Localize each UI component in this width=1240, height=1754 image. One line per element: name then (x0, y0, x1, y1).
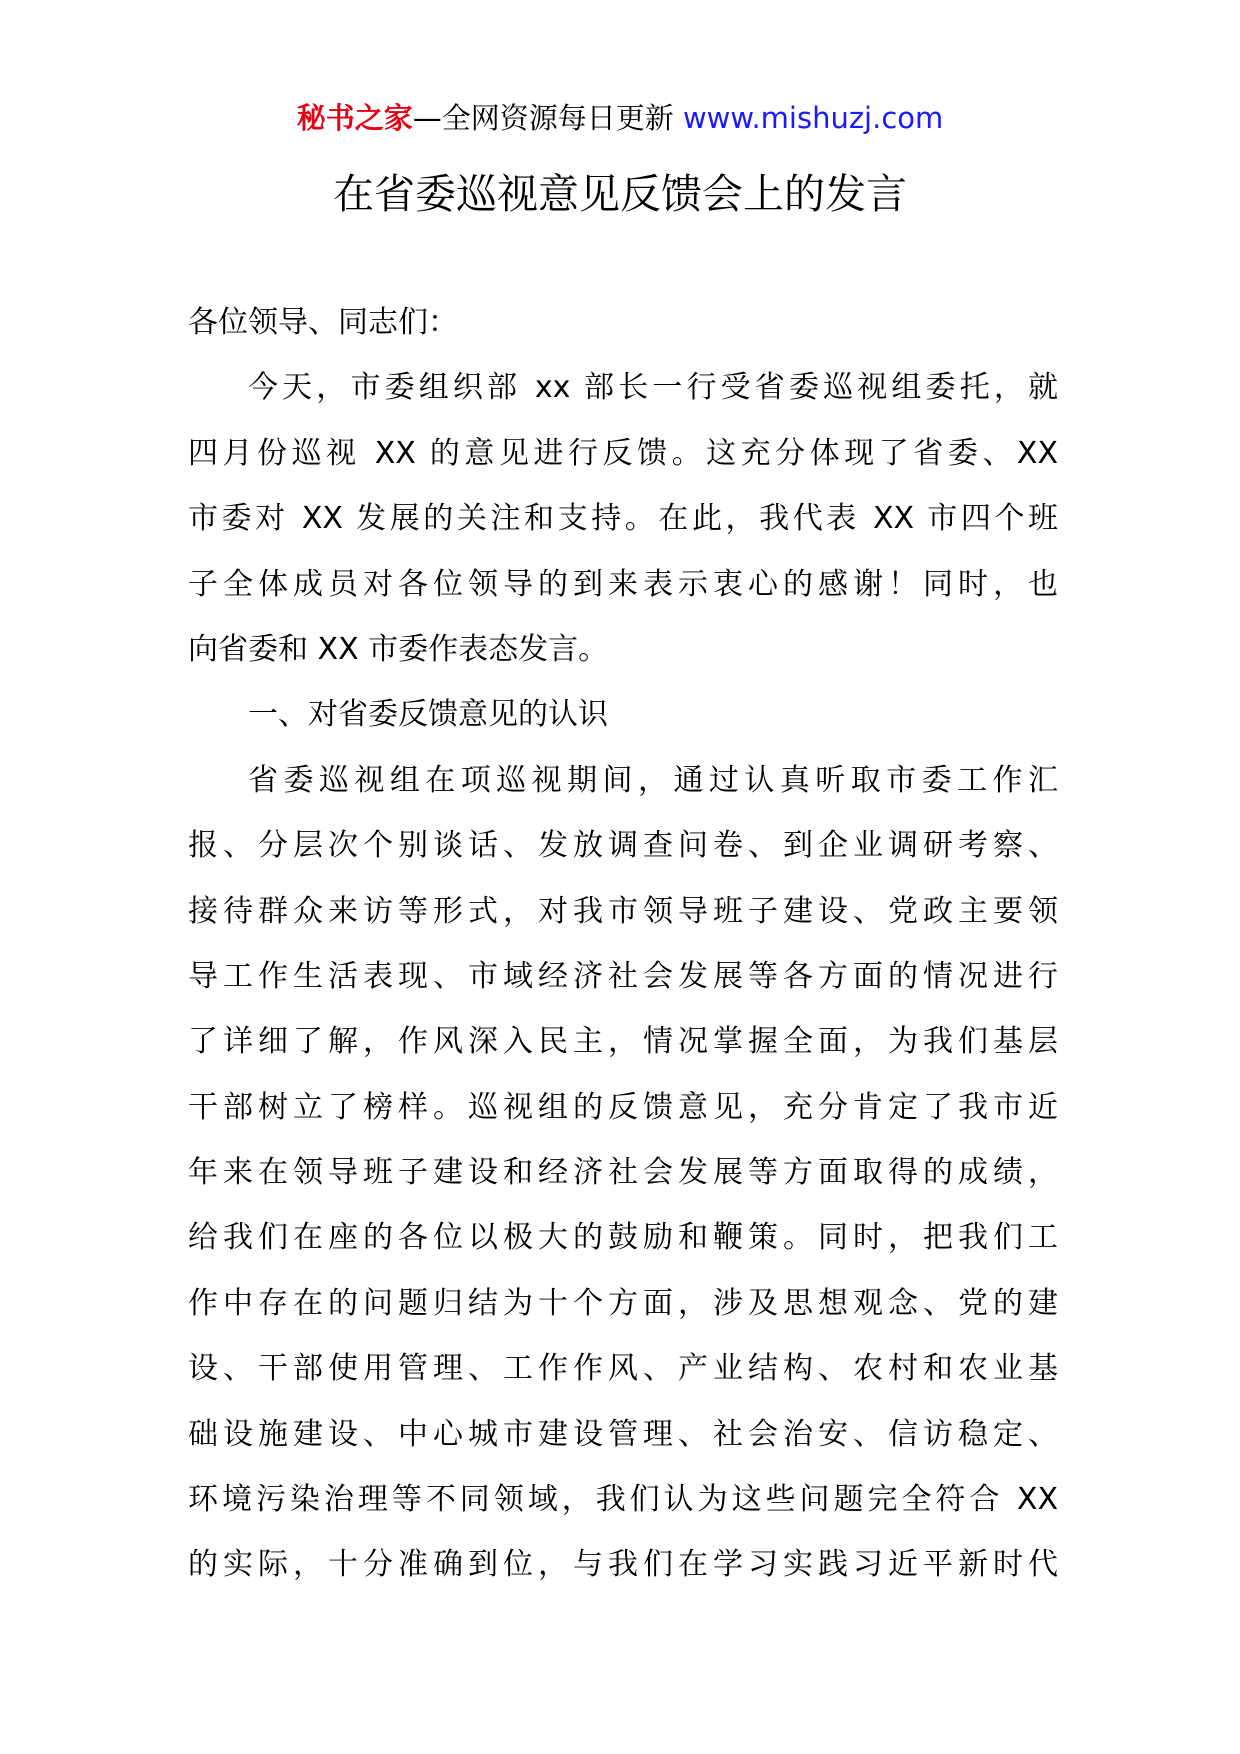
paragraph-2-line: 的实际，十分准确到位，与我们在学习实践习近平新时代 (188, 1547, 1058, 1583)
paragraph-2-line: 环境污染治理等不同领域，我们认为这些问题完全符合 XX (188, 1482, 1058, 1518)
paragraph-2-line: 给我们在座的各位以极大的鼓励和鞭策。同时，把我们工 (188, 1220, 1058, 1256)
document-body (188, 290, 1058, 1598)
document-title: 在省委巡视意见反馈会上的发言 (333, 170, 907, 218)
paragraph-1-line: 四月份巡视 XX 的意见进行反馈。这充分体现了省委、XX (188, 435, 1058, 471)
paragraph-2-line: 设、干部使用管理、工作作风、产业结构、农村和农业基 (188, 1351, 1058, 1387)
paragraph-2-line: 报、分层次个别谈话、发放调查问卷、到企业调研考察、 (188, 828, 1058, 864)
paragraph-2-line: 础设施建设、中心城市建设管理、社会治安、信访稳定、 (188, 1416, 1058, 1452)
section-heading-1: 一、对省委反馈意见的认识 (248, 697, 608, 733)
site-slogan: —全网资源每日更新 (412, 101, 683, 135)
paragraph-2-line: 作中存在的问题归结为十个方面，涉及思想观念、党的建 (188, 1285, 1058, 1321)
paragraph-1-line: 今天，市委组织部 xx 部长一行受省委巡视组委托，就 (248, 370, 1058, 406)
site-banner (0, 98, 1240, 138)
paragraph-1-line: 向省委和 XX 市委作表态发言。 (188, 631, 609, 667)
paragraph-2-line: 干部树立了榜样。巡视组的反馈意见，充分肯定了我市近 (188, 1089, 1058, 1125)
salutation: 各位领导、同志们： (188, 305, 458, 340)
paragraph-1-line: 市委对 XX 发展的关注和支持。在此，我代表 XX 市四个班 (188, 501, 1058, 537)
paragraph-2-line: 年来在领导班子建设和经济社会发展等方面取得的成绩， (188, 1155, 1058, 1191)
paragraph-2-line: 接待群众来访等形式，对我市领导班子建设、党政主要领 (188, 893, 1058, 929)
site-url-link[interactable]: www.mishuzj.com (682, 101, 944, 135)
paragraph-2-line: 导工作生活表现、市域经济社会发展等各方面的情况进行 (188, 958, 1058, 994)
paragraph-1-line: 子全体成员对各位领导的到来表示衷心的感谢！同时，也 (188, 566, 1058, 602)
brand-name: 秘书之家 (296, 101, 413, 135)
paragraph-2-line: 省委巡视组在项巡视期间，通过认真听取市委工作汇 (248, 762, 1058, 798)
paragraph-2-line: 了详细了解，作风深入民主，情况掌握全面，为我们基层 (188, 1024, 1058, 1060)
